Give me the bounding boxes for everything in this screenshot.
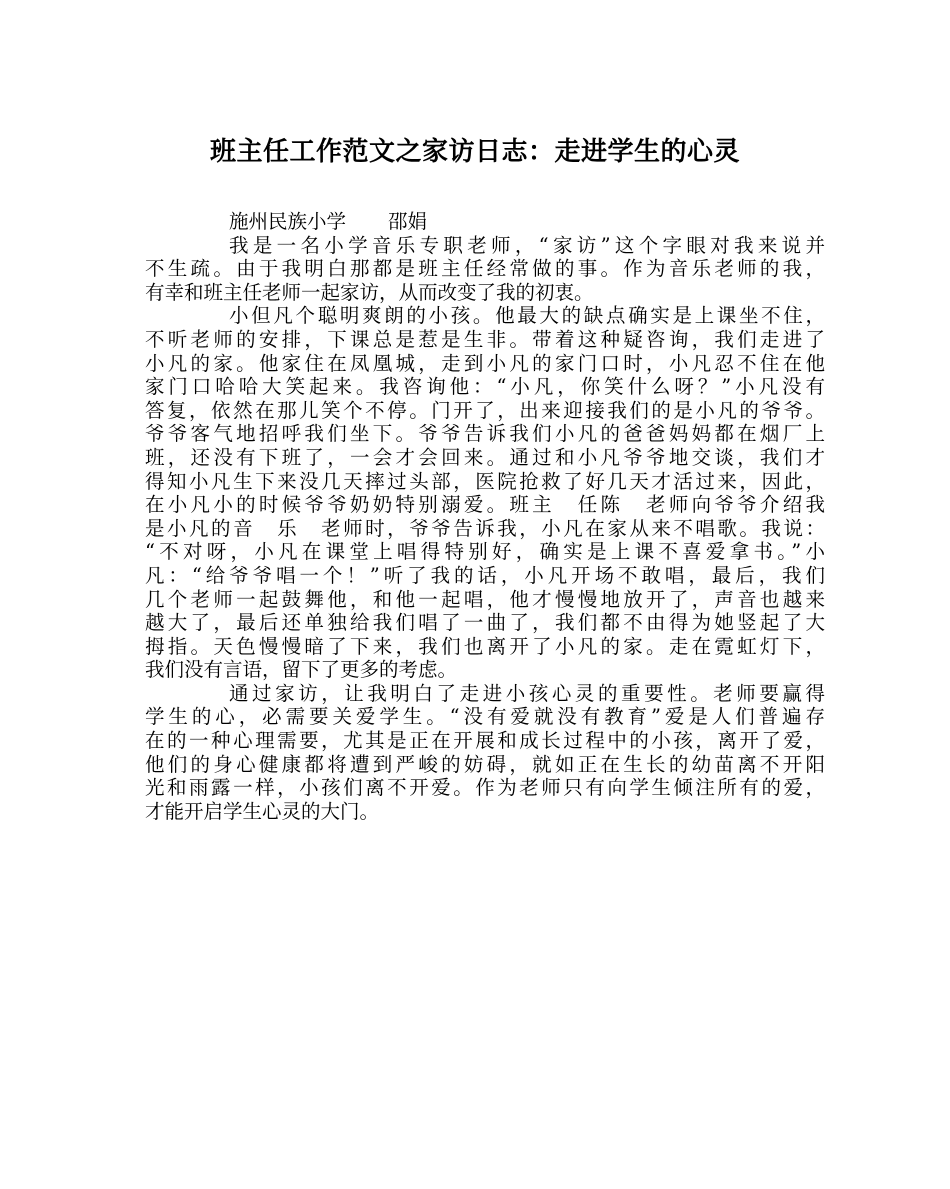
text-line: 才能开启学生心灵的大门。 (145, 799, 380, 823)
school-name: 施州民族小学 (229, 210, 347, 233)
text-line: 越大了，最后还单独给我们唱了一曲了，我们都不由得为她竖起了大 (145, 611, 825, 635)
text-line: 几个老师一起鼓舞他，和他一起唱，他才慢慢地放开了，声音也越来 (145, 587, 825, 611)
text-line: 光和雨露一样，小孩们离不开爱。作为老师只有向学生倾注所有的爱， (145, 776, 825, 800)
text-line: 爷爷客气地招呼我们坐下。爷爷告诉我们小凡的爸爸妈妈都在烟厂上 (145, 422, 825, 446)
byline (145, 210, 825, 234)
text-line: “不对呀，小凡在课堂上唱得特别好，确实是上课不喜爱拿书。”小 (145, 540, 825, 564)
author-name: 邵娟 (388, 210, 428, 233)
text-line: 我们没有言语，留下了更多的考虑。 (145, 658, 458, 682)
text-line: 有幸和班主任老师一起家访，从而改变了我的初衷。 (145, 280, 594, 304)
paragraph-1 (145, 234, 825, 305)
text-line: 不听老师的安排，下课总是惹是生非。带着这种疑咨询，我们走进了 (145, 327, 825, 351)
text-line: 家门口哈哈大笑起来。我咨询他：“小凡，你笑什么呀？”小凡没有 (145, 375, 825, 399)
text-line: 答复，依然在那儿笑个不停。门开了，出来迎接我们的是小凡的爷爷。 (145, 398, 825, 422)
text-line: 通过家访，让我明白了走进小孩心灵的重要性。老师要赢得 (229, 681, 825, 705)
text-line: 学生的心，必需要关爱学生。“没有爱就没有教育”爱是人们普遍存 (145, 705, 825, 729)
text-line: 班，还没有下班了，一会才会回来。通过和小凡爷爷地交谈，我们才 (145, 445, 825, 469)
text-line: 得知小凡生下来没几天摔过头部，医院抢救了好几天才活过来，因此， (145, 469, 825, 493)
text-line: 他们的身心健康都将遭到严峻的妨碍，就如正在生长的幼苗离不开阳 (145, 752, 825, 776)
text-line: 是小凡的音 乐 老师时，爷爷告诉我，小凡在家从来不唱歌。我说： (145, 516, 825, 540)
paragraph-3 (145, 682, 825, 824)
paragraph-2 (145, 304, 825, 682)
text-line: 在小凡小的时候爷爷奶奶特别溺爱。班主 任陈 老师向爷爷介绍我 (145, 493, 825, 517)
text-line: 小凡的家。他家住在凤凰城，走到小凡的家门口时，小凡忍不住在他 (145, 351, 825, 375)
document-title: 班主任工作范文之家访日志：走进学生的心灵 (209, 137, 740, 167)
text-line: 拇指。天色慢慢暗了下来，我们也离开了小凡的家。走在霓虹灯下， (145, 634, 825, 658)
text-line: 小但凡个聪明爽朗的小孩。他最大的缺点确实是上课坐不住， (229, 304, 825, 328)
text-line: 我是一名小学音乐专职老师，“家访”这个字眼对我来说并 (229, 233, 825, 257)
text-line: 在的一种心理需要，尤其是正在开展和成长过程中的小孩，离开了爱， (145, 729, 825, 753)
document-body (145, 210, 825, 823)
text-line: 不生疏。由于我明白那都是班主任经常做的事。作为音乐老师的我， (145, 257, 825, 281)
text-line: 凡：“给爷爷唱一个！”听了我的话，小凡开场不敢唱，最后，我们 (145, 563, 825, 587)
